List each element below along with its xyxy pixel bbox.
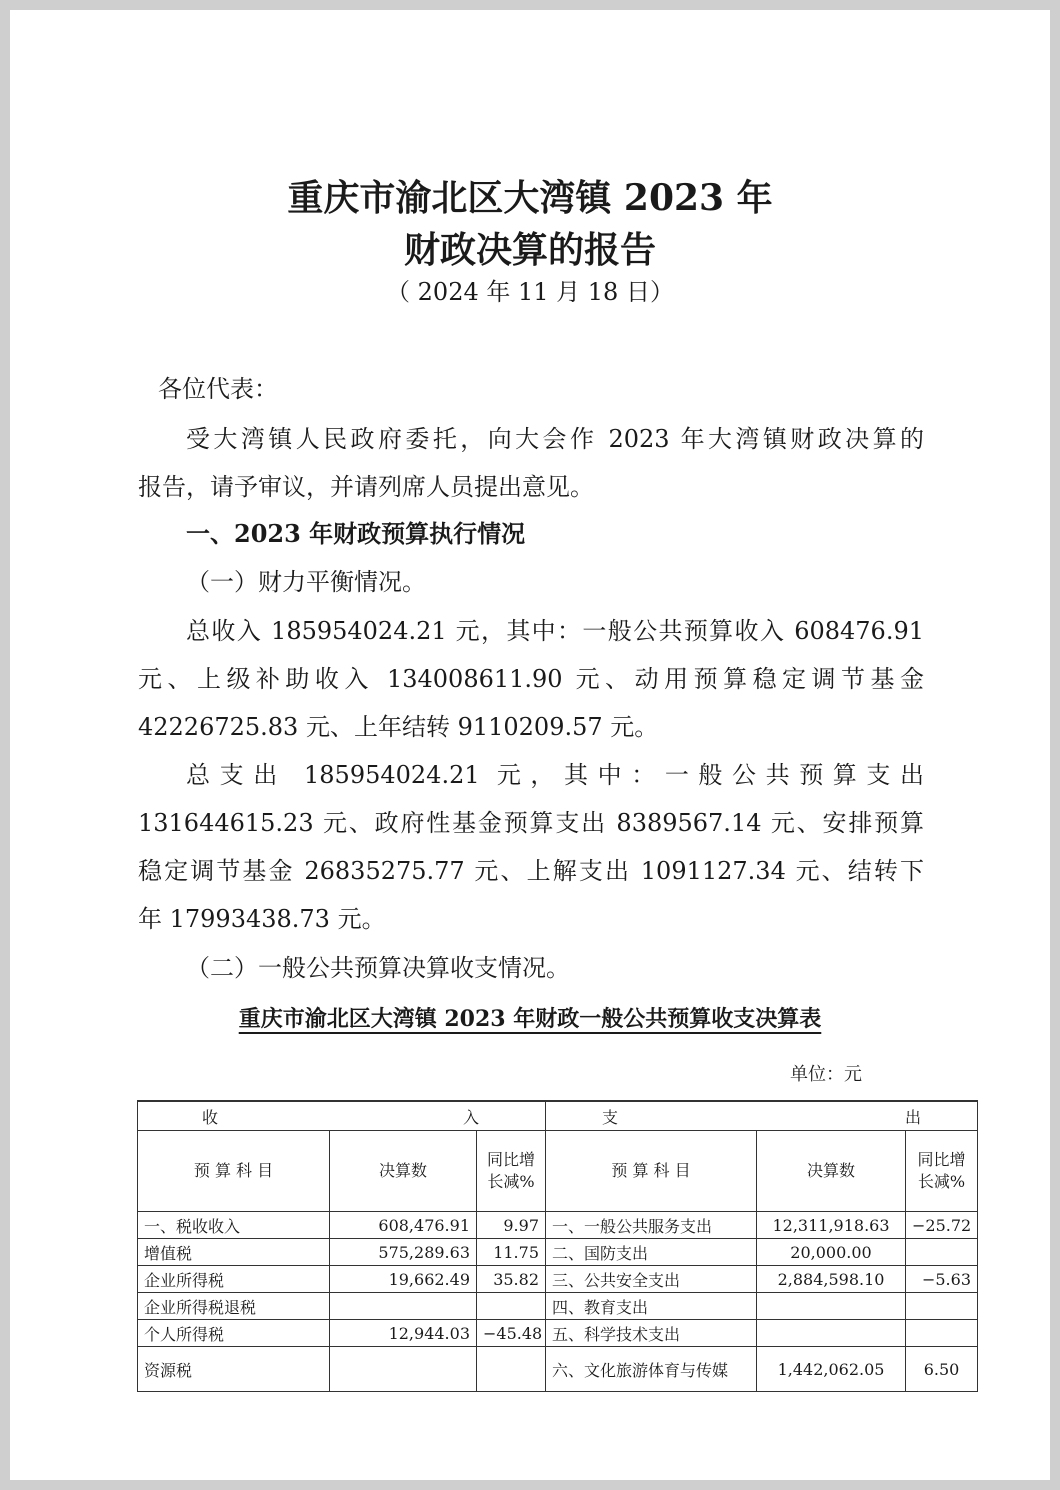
- expense-item: 一、一般公共服务支出: [546, 1212, 757, 1239]
- income-item: 个人所得税: [138, 1320, 330, 1347]
- col-header-income-item: 预 算 科 目: [138, 1131, 330, 1212]
- income-item: 增值税: [138, 1239, 330, 1266]
- expense-item: 三、公共安全支出: [546, 1266, 757, 1293]
- revenue-line1: 总收入 185954024.21 元，其中：一般公共预算收入 608476.91: [186, 617, 924, 645]
- income-change: 11.75: [477, 1239, 546, 1266]
- income-item: 一、税收收入: [138, 1212, 330, 1239]
- income-item: 资源税: [138, 1347, 330, 1392]
- col-header-expense-change: 同比增长减%: [906, 1131, 978, 1212]
- col-header-income-amount: 决算数: [330, 1131, 477, 1212]
- table-row: [138, 1293, 978, 1320]
- income-head-char2: 入: [462, 1107, 479, 1127]
- expense-change: [906, 1239, 978, 1266]
- table-group-header-row: [138, 1101, 978, 1131]
- income-amount: 12,944.03: [330, 1320, 477, 1347]
- income-head-char1: 收: [202, 1107, 219, 1127]
- expense-line4: 年 17993438.73 元。: [138, 905, 386, 933]
- intro-line2: 报告，请予审议，并请列席人员提出意见。: [138, 473, 594, 501]
- income-amount: 575,289.63: [330, 1239, 477, 1266]
- salutation: 各位代表：: [158, 375, 278, 403]
- table-title-text: 重庆市渝北区大湾镇 2023 年财政一般公共预算收支决算表: [238, 1006, 822, 1032]
- table-row: [138, 1347, 978, 1392]
- table-column-header-row: [138, 1131, 978, 1212]
- income-item: 企业所得税: [138, 1266, 330, 1293]
- expense-line2: 131644615.23 元、政府性基金预算支出 8389567.14 元、安排预算: [138, 809, 924, 837]
- expense-amount: 12,311,918.63: [757, 1212, 906, 1239]
- expense-amount: 20,000.00: [757, 1239, 906, 1266]
- intro-line1: 受大湾镇人民政府委托，向大会作 2023 年大湾镇财政决算的: [186, 425, 924, 453]
- income-amount: [330, 1347, 477, 1392]
- subsection-heading-1: （一）财力平衡情况。: [186, 568, 426, 596]
- revenue-line3: 42226725.83 元、上年结转 9110209.57 元。: [138, 713, 659, 741]
- income-amount: 19,662.49: [330, 1266, 477, 1293]
- income-change: 35.82: [477, 1266, 546, 1293]
- expense-amount: [757, 1293, 906, 1320]
- expense-change: 6.50: [906, 1347, 978, 1392]
- report-title-line1: 重庆市渝北区大湾镇 2023 年: [287, 177, 773, 219]
- report-title-line2: 财政决算的报告: [403, 229, 656, 271]
- subsection-heading-2: （二）一般公共预算决算收支情况。: [186, 954, 570, 982]
- expense-change: [906, 1320, 978, 1347]
- income-change: [477, 1293, 546, 1320]
- expense-amount: 1,442,062.05: [757, 1347, 906, 1392]
- expense-line3: 稳定调节基金 26835275.77 元、上解支出 1091127.34 元、结转下: [138, 857, 924, 885]
- income-item: 企业所得税退税: [138, 1293, 330, 1320]
- expense-item: 五、科学技术支出: [546, 1320, 757, 1347]
- report-date: （ 2024 年 11 月 18 日）: [386, 278, 674, 306]
- expense-change: −5.63: [906, 1266, 978, 1293]
- col-header-expense-item: 预 算 科 目: [546, 1131, 757, 1212]
- revenue-line2: 元、上级补助收入 134008611.90 元、动用预算稳定调节基金: [138, 665, 924, 693]
- section-heading-1: 一、2023 年财政预算执行情况: [186, 519, 526, 548]
- expense-item: 六、文化旅游体育与传媒: [546, 1347, 757, 1392]
- income-group-header: [138, 1101, 546, 1131]
- income-change: [477, 1347, 546, 1392]
- expense-item: 四、教育支出: [546, 1293, 757, 1320]
- table-title: [10, 1002, 1050, 1033]
- table-row: [138, 1266, 978, 1293]
- expense-change: −25.72: [906, 1212, 978, 1239]
- expense-head-char1: 支: [602, 1107, 619, 1127]
- table-unit: 单位：元: [790, 1064, 862, 1085]
- expense-amount: 2,884,598.10: [757, 1266, 906, 1293]
- expense-head-char2: 出: [904, 1107, 921, 1127]
- expense-amount: [757, 1320, 906, 1347]
- table-row: [138, 1212, 978, 1239]
- income-amount: [330, 1293, 477, 1320]
- income-change: 9.97: [477, 1212, 546, 1239]
- table-row: [138, 1320, 978, 1347]
- income-change: −45.48: [477, 1320, 546, 1347]
- col-header-expense-amount: 决算数: [757, 1131, 906, 1212]
- document-page: [10, 10, 1050, 1480]
- expense-item: 二、国防支出: [546, 1239, 757, 1266]
- income-amount: 608,476.91: [330, 1212, 477, 1239]
- col-header-income-change: 同比增长减%: [477, 1131, 546, 1212]
- expense-change: [906, 1293, 978, 1320]
- expense-group-header: [546, 1101, 978, 1131]
- expense-line1: 总支出 185954024.21 元，其中：一般公共预算支出: [186, 761, 924, 789]
- budget-table: [137, 1100, 978, 1392]
- table-row: [138, 1239, 978, 1266]
